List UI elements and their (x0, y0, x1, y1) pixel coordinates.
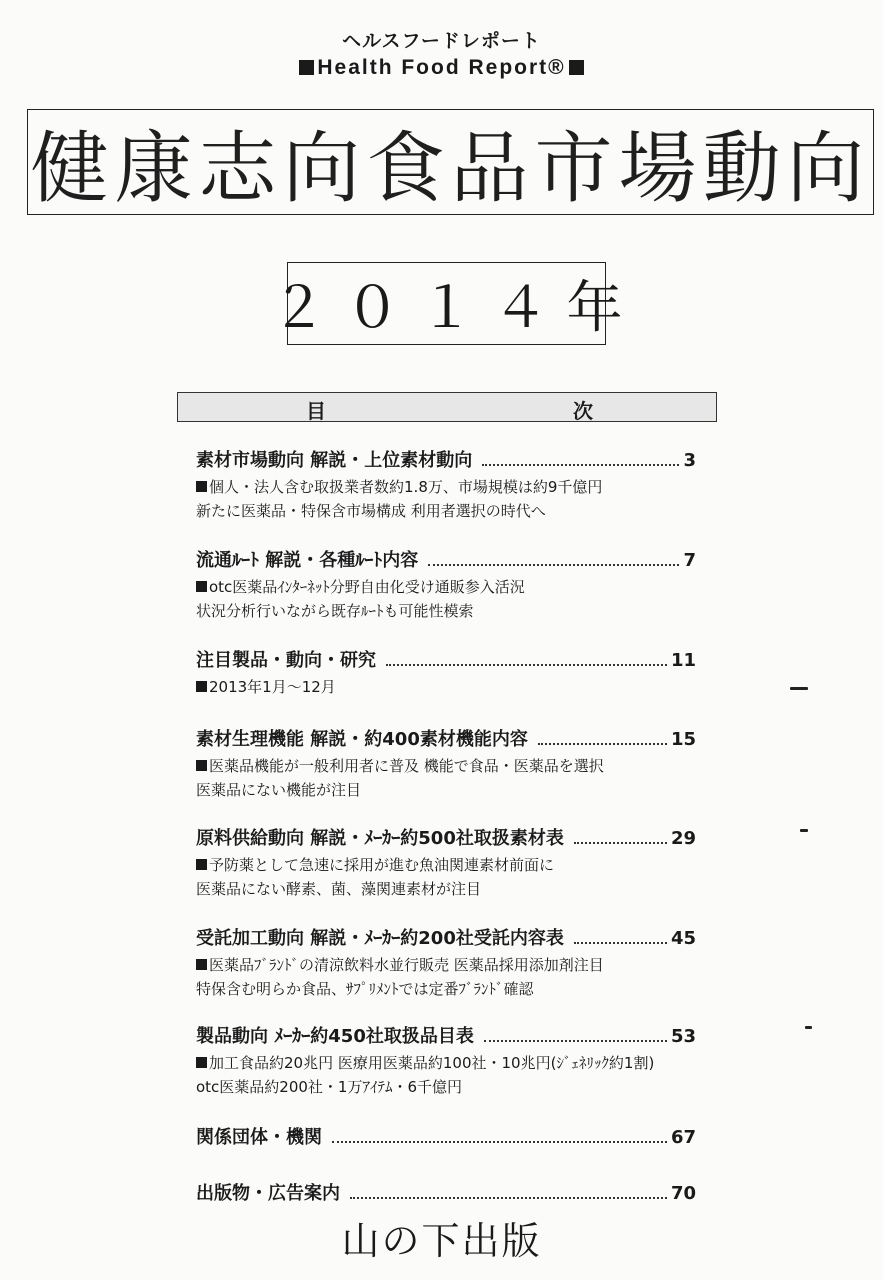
desc-text: 2013年1月～12月 (209, 678, 336, 696)
english-title-text: Health Food Report® (317, 56, 566, 79)
toc-entry (196, 1124, 696, 1152)
entry-desc-line (196, 676, 696, 699)
square-bullet-icon (196, 1057, 207, 1068)
entry-desc-line (196, 954, 696, 977)
desc-text: 医薬品機能が一般利用者に普及 機能で食品・医薬品を選択 (209, 757, 604, 775)
year-box (270, 262, 641, 345)
entry-page: 70 (670, 1183, 696, 1204)
entry-desc-line: 医薬品にない酵素、菌、藻関連素材が注目 (196, 880, 482, 898)
entry-title-text: 素材生理機能 解説・約400素材機能内容 (196, 729, 528, 750)
toc-entry-title[interactable] (196, 1023, 696, 1051)
speck (805, 1026, 812, 1029)
entry-desc-line (196, 576, 696, 599)
leader-dots (484, 1039, 667, 1042)
toc-header-right: 次 (573, 399, 593, 423)
leader-dots (386, 663, 667, 666)
entry-title-text: 流通ﾙｰﾄ 解説・各種ﾙｰﾄ内容 (196, 550, 419, 571)
entry-desc-line (196, 476, 696, 499)
entry-title-text: 注目製品・動向・研究 (196, 650, 376, 671)
entry-title-text: 関係団体・機関 (196, 1127, 322, 1148)
leader-dots (538, 742, 667, 745)
entry-page: 29 (670, 828, 696, 849)
english-title (0, 56, 883, 80)
square-bullet-icon (196, 760, 207, 771)
main-title-box (27, 109, 874, 215)
square-bullet-icon (299, 60, 314, 75)
entry-page: 53 (670, 1026, 696, 1047)
leader-dots (482, 463, 679, 466)
square-bullet-icon (196, 581, 207, 592)
desc-text: otc医薬品ｲﾝﾀｰﾈｯﾄ分野自由化受け通販参入活況 (209, 578, 525, 596)
year-label: ２０１４年 (270, 275, 641, 341)
entry-page: 7 (683, 550, 696, 571)
toc-entry (196, 1023, 696, 1099)
main-title: 健康志向食品市場動向 (30, 124, 871, 214)
square-bullet-icon (196, 859, 207, 870)
entry-title-text: 製品動向 ﾒｰｶｰ約450社取扱品目表 (196, 1026, 474, 1047)
leader-dots (574, 841, 667, 844)
entry-desc-line (196, 755, 696, 778)
square-bullet-icon (196, 681, 207, 692)
toc-entry-title[interactable] (196, 447, 696, 475)
entry-desc-line: 状況分析行いながら既存ﾙｰﾄも可能性模索 (196, 602, 474, 620)
kana-title: ヘルスフードレポート (342, 30, 541, 52)
toc-entry-title[interactable] (196, 825, 696, 853)
square-bullet-icon (196, 481, 207, 492)
toc-entry (196, 925, 696, 1001)
entry-desc-line: 医薬品にない機能が注目 (196, 781, 362, 799)
entry-page: 45 (670, 928, 696, 949)
desc-text: 予防薬として急速に採用が進む魚油関連素材前面に (209, 856, 555, 874)
entry-title-text: 原料供給動向 解説・ﾒｰｶｰ約500社取扱素材表 (196, 828, 564, 849)
entry-page: 11 (670, 650, 696, 671)
leader-dots (350, 1196, 667, 1199)
speck (790, 687, 808, 690)
square-bullet-icon (569, 60, 584, 75)
toc-entry-title[interactable] (196, 1124, 696, 1152)
entry-desc-line: 新たに医薬品・特保含市場構成 利用者選択の時代へ (196, 502, 546, 520)
square-bullet-icon (196, 959, 207, 970)
desc-text: 加工食品約20兆円 医療用医薬品約100社・10兆円(ｼﾞｪﾈﾘｯｸ約1割) (209, 1054, 655, 1072)
speck (800, 829, 808, 832)
entry-desc-line (196, 854, 696, 877)
toc-header (177, 392, 717, 422)
toc-entry-title[interactable] (196, 1180, 696, 1208)
entry-title-text: 出版物・広告案内 (196, 1183, 340, 1204)
leader-dots (574, 941, 667, 944)
entry-desc-line: otc医薬品約200社・1万ｱｲﾃﾑ・6千億円 (196, 1078, 463, 1096)
toc-entry (196, 726, 696, 802)
entry-desc-line: 特保含む明らか食品、ｻﾌﾟﾘﾒﾝﾄでは定番ﾌﾞﾗﾝﾄﾞ確認 (196, 980, 534, 998)
toc-entry (196, 1180, 696, 1208)
desc-text: 医薬品ﾌﾞﾗﾝﾄﾞの清涼飲料水並行販売 医薬品採用添加剤注目 (209, 956, 604, 974)
entry-title-text: 素材市場動向 解説・上位素材動向 (196, 450, 473, 471)
entry-page: 67 (670, 1127, 696, 1148)
toc-entry (196, 447, 696, 523)
publisher-name: 山の下出版 (341, 1219, 542, 1263)
entry-page: 15 (670, 729, 696, 750)
toc-entry-title[interactable] (196, 726, 696, 754)
toc-entry-title[interactable] (196, 647, 696, 675)
toc-entry (196, 825, 696, 901)
toc-entry (196, 647, 696, 699)
leader-dots (332, 1140, 667, 1143)
toc-header-left: 目 (306, 399, 326, 423)
toc-entry (196, 547, 696, 623)
entry-title-text: 受託加工動向 解説・ﾒｰｶｰ約200社受託内容表 (196, 928, 564, 949)
entry-page: 3 (683, 450, 696, 471)
toc-entry-title[interactable] (196, 547, 696, 575)
entry-desc-line (196, 1052, 696, 1075)
leader-dots (428, 563, 679, 566)
toc-entry-title[interactable] (196, 925, 696, 953)
desc-text: 個人・法人含む取扱業者数約1.8万、市場規模は約9千億円 (209, 478, 603, 496)
